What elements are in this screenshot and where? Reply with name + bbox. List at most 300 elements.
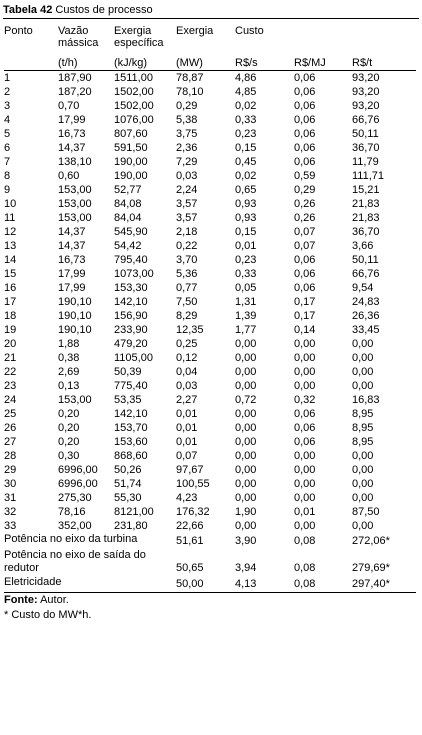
cell-exesp: 52,77 [114, 184, 142, 196]
cell-exergia: 0,77 [176, 282, 198, 294]
cell-exesp: 233,90 [114, 324, 148, 336]
cell-exergia: 2,36 [176, 142, 198, 154]
cell-ponto: 15 [4, 268, 17, 280]
table-row [4, 85, 416, 99]
cell-vazao: 190,10 [58, 310, 92, 322]
table-row [4, 379, 416, 393]
table-row [4, 491, 416, 505]
unit-exergia: (MW) [176, 53, 235, 71]
cell-exesp: 1502,00 [114, 100, 154, 112]
cell-vazao: 0,60 [58, 170, 80, 182]
cell-c_rt: 21,83 [352, 212, 380, 224]
summary-c_rmj: 0,08 [294, 562, 316, 574]
cell-ponto: 6 [4, 142, 11, 154]
cell-exergia: 176,32 [176, 506, 210, 518]
cell-exesp: 84,04 [114, 212, 142, 224]
cell-c_rmj: 0,07 [294, 240, 316, 252]
cell-vazao: 14,37 [58, 142, 86, 154]
cell-ponto: 19 [4, 324, 17, 336]
cell-ponto: 16 [4, 282, 17, 294]
col-head-vazao [58, 19, 114, 53]
table-footer [4, 593, 419, 623]
units-row [4, 53, 416, 71]
cell-exergia: 100,55 [176, 478, 210, 490]
cell-c_rmj: 0,06 [294, 422, 316, 434]
cell-c_rs: 0,00 [235, 464, 257, 476]
table-row [4, 435, 416, 449]
cell-c_rt: 0,00 [352, 464, 374, 476]
cell-exesp: 795,40 [114, 254, 148, 266]
cell-exergia: 0,07 [176, 450, 198, 462]
cell-exergia: 2,27 [176, 394, 198, 406]
cell-vazao: 153,00 [58, 184, 92, 196]
cell-exesp: 53,35 [114, 394, 142, 406]
cell-c_rs: 0,23 [235, 254, 257, 266]
cell-ponto: 14 [4, 254, 17, 266]
cell-c_rt: 93,20 [352, 86, 380, 98]
cell-c_rs: 0,00 [235, 408, 257, 420]
cell-exergia: 3,57 [176, 212, 198, 224]
cell-c_rs: 1,31 [235, 296, 257, 308]
table-row [4, 407, 416, 421]
cell-vazao: 16,73 [58, 128, 86, 140]
cell-vazao: 0,20 [58, 408, 80, 420]
table-row [4, 99, 416, 113]
cell-c_rt: 93,20 [352, 100, 380, 112]
caption-title: Custos de processo [55, 4, 153, 16]
cell-c_rs: 0,00 [235, 380, 257, 392]
table-row [4, 211, 416, 225]
cell-c_rs: 0,65 [235, 184, 257, 196]
cell-exergia: 5,38 [176, 114, 198, 126]
cell-c_rs: 0,00 [235, 422, 257, 434]
col-head-exesp-text: Exergia específica [114, 25, 164, 49]
cell-ponto: 29 [4, 464, 17, 476]
cell-c_rmj: 0,00 [294, 464, 316, 476]
col-head-custo: Custo [235, 25, 264, 37]
cell-c_rt: 87,50 [352, 506, 380, 518]
cell-vazao: 0,30 [58, 450, 80, 462]
cell-ponto: 8 [4, 170, 11, 182]
cell-c_rt: 36,70 [352, 142, 380, 154]
cell-exergia: 3,75 [176, 128, 198, 140]
cell-c_rs: 0,02 [235, 100, 257, 112]
cell-vazao: 0,20 [58, 436, 80, 448]
cell-ponto: 22 [4, 366, 17, 378]
cell-exergia: 0,03 [176, 380, 198, 392]
cell-c_rmj: 0,26 [294, 198, 316, 210]
table-row [4, 505, 416, 519]
summary-row [4, 549, 416, 576]
col-head-vazao-text: Vazão mássica [58, 25, 99, 49]
cell-ponto: 3 [4, 100, 11, 112]
cell-exergia: 0,22 [176, 240, 198, 252]
table-row [4, 519, 416, 533]
cell-ponto: 12 [4, 226, 17, 238]
cell-vazao: 0,20 [58, 422, 80, 434]
cell-ponto: 30 [4, 478, 17, 490]
cell-vazao: 190,10 [58, 296, 92, 308]
cell-exergia: 7,29 [176, 156, 198, 168]
cell-exergia: 2,18 [176, 226, 198, 238]
cell-vazao: 6996,00 [58, 478, 98, 490]
cell-c_rmj: 0,06 [294, 436, 316, 448]
col-head-ponto: Ponto [4, 25, 33, 37]
cell-c_rs: 0,00 [235, 436, 257, 448]
cell-c_rt: 66,76 [352, 114, 380, 126]
cell-c_rmj: 0,00 [294, 366, 316, 378]
cell-c_rs: 0,01 [235, 240, 257, 252]
table-row [4, 281, 416, 295]
cell-exesp: 591,50 [114, 142, 148, 154]
cell-c_rt: 0,00 [352, 338, 374, 350]
cell-exesp: 1076,00 [114, 114, 154, 126]
cell-c_rmj: 0,06 [294, 268, 316, 280]
cell-c_rt: 33,45 [352, 324, 380, 336]
col-head-blank-1 [294, 19, 352, 53]
cell-exergia: 78,87 [176, 72, 204, 84]
cell-vazao: 0,70 [58, 100, 80, 112]
summary-c_rs: 3,90 [235, 535, 257, 547]
cell-ponto: 13 [4, 240, 17, 252]
cell-c_rs: 0,33 [235, 114, 257, 126]
cell-c_rs: 0,00 [235, 492, 257, 504]
cell-c_rmj: 0,00 [294, 352, 316, 364]
cell-exergia: 0,01 [176, 408, 198, 420]
cell-ponto: 28 [4, 450, 17, 462]
cell-c_rs: 1,90 [235, 506, 257, 518]
cell-c_rs: 0,00 [235, 450, 257, 462]
table-row [4, 365, 416, 379]
cell-exergia: 0,01 [176, 436, 198, 448]
cell-ponto: 25 [4, 408, 17, 420]
cell-exesp: 545,90 [114, 226, 148, 238]
cell-c_rs: 0,00 [235, 352, 257, 364]
cell-exesp: 231,80 [114, 520, 148, 532]
cell-c_rs: 0,15 [235, 226, 257, 238]
table-row [4, 421, 416, 435]
cell-c_rmj: 0,06 [294, 408, 316, 420]
cell-ponto: 2 [4, 86, 11, 98]
cell-c_rmj: 0,00 [294, 450, 316, 462]
cell-c_rt: 50,11 [352, 254, 379, 266]
cell-vazao: 78,16 [58, 506, 86, 518]
table-row [4, 169, 416, 183]
cell-ponto: 31 [4, 492, 17, 504]
table-row [4, 127, 416, 141]
table-row [4, 477, 416, 491]
cell-c_rt: 15,21 [352, 184, 380, 196]
cell-exergia: 7,50 [176, 296, 198, 308]
col-head-exergia-especifica [114, 19, 176, 53]
cell-c_rmj: 0,07 [294, 226, 316, 238]
cell-c_rt: 0,00 [352, 478, 374, 490]
cell-vazao: 0,13 [58, 380, 80, 392]
summary-label: Eletricidade [4, 576, 62, 588]
table-row [4, 183, 416, 197]
cell-exesp: 1105,00 [114, 352, 153, 364]
cell-c_rt: 26,36 [352, 310, 380, 322]
table-row [4, 225, 416, 239]
table-row [4, 113, 416, 127]
cell-c_rmj: 0,26 [294, 212, 316, 224]
cell-c_rmj: 0,17 [294, 296, 316, 308]
table-row [4, 351, 416, 365]
cell-c_rt: 36,70 [352, 226, 380, 238]
cell-c_rt: 111,71 [352, 170, 385, 182]
summary-c_rmj: 0,08 [294, 535, 316, 547]
summary-c_rmj: 0,08 [294, 578, 316, 590]
cell-exergia: 97,67 [176, 464, 204, 476]
cell-c_rs: 0,93 [235, 212, 257, 224]
cell-exesp: 51,74 [114, 478, 142, 490]
summary-c_rt: 297,40* [352, 578, 390, 590]
cell-c_rt: 50,11 [352, 128, 379, 140]
cell-c_rmj: 0,06 [294, 114, 316, 126]
cell-vazao: 17,99 [58, 268, 86, 280]
cell-vazao: 153,00 [58, 212, 92, 224]
cell-ponto: 9 [4, 184, 11, 196]
table-row [4, 337, 416, 351]
cell-c_rs: 0,00 [235, 366, 257, 378]
cell-c_rt: 0,00 [352, 492, 374, 504]
cell-vazao: 352,00 [58, 520, 92, 532]
cell-c_rs: 1,77 [235, 324, 257, 336]
cell-c_rs: 0,72 [235, 394, 257, 406]
cell-exesp: 153,60 [114, 436, 148, 448]
cell-vazao: 14,37 [58, 240, 86, 252]
source-line [4, 593, 419, 608]
cell-c_rmj: 0,00 [294, 520, 316, 532]
cell-exergia: 78,10 [176, 86, 204, 98]
summary-exergia: 51,61 [176, 535, 204, 547]
cell-c_rmj: 0,00 [294, 338, 316, 350]
cell-exesp: 142,10 [114, 408, 148, 420]
cell-c_rmj: 0,59 [294, 170, 316, 182]
unit-rmj: R$/MJ [294, 53, 352, 71]
cell-c_rs: 4,85 [235, 86, 257, 98]
cell-c_rs: 0,33 [235, 268, 257, 280]
cell-c_rmj: 0,32 [294, 394, 316, 406]
cell-c_rmj: 0,06 [294, 142, 316, 154]
cell-ponto: 21 [4, 352, 17, 364]
cell-exergia: 8,29 [176, 310, 198, 322]
cell-ponto: 18 [4, 310, 17, 322]
cell-ponto: 17 [4, 296, 17, 308]
cell-c_rmj: 0,06 [294, 72, 316, 84]
table-row [4, 463, 416, 477]
cell-exergia: 0,01 [176, 422, 198, 434]
cell-c_rt: 66,76 [352, 268, 380, 280]
cell-c_rmj: 0,06 [294, 128, 316, 140]
cell-exesp: 775,40 [114, 380, 148, 392]
unit-rs: R$/s [235, 53, 294, 71]
cell-ponto: 11 [4, 212, 16, 224]
cell-vazao: 6996,00 [58, 464, 98, 476]
cell-exesp: 156,90 [114, 310, 148, 322]
cell-c_rs: 0,00 [235, 338, 257, 350]
cell-c_rmj: 0,06 [294, 100, 316, 112]
cell-ponto: 24 [4, 394, 17, 406]
summary-c_rt: 272,06* [352, 535, 390, 547]
table-row [4, 155, 416, 169]
cell-c_rmj: 0,06 [294, 86, 316, 98]
cell-c_rt: 0,00 [352, 380, 374, 392]
table-row [4, 393, 416, 407]
unit-rt: R$/t [352, 53, 416, 71]
cell-c_rmj: 0,06 [294, 156, 316, 168]
cell-vazao: 17,99 [58, 282, 86, 294]
cell-vazao: 153,00 [58, 394, 92, 406]
cell-ponto: 7 [4, 156, 11, 168]
summary-label: Potência no eixo de saída do redutor [4, 549, 146, 574]
cell-exergia: 0,12 [176, 352, 198, 364]
cell-c_rs: 0,93 [235, 198, 257, 210]
source-text: Autor. [40, 594, 69, 606]
cell-c_rmj: 0,06 [294, 282, 316, 294]
source-label: Fonte: [4, 594, 38, 606]
cell-exergia: 2,24 [176, 184, 198, 196]
cell-c_rs: 0,23 [235, 128, 257, 140]
cell-exesp: 55,30 [114, 492, 142, 504]
cell-ponto: 10 [4, 198, 17, 210]
cell-exesp: 190,00 [114, 170, 148, 182]
process-cost-table [4, 19, 416, 592]
cell-exesp: 190,00 [114, 156, 148, 168]
cell-ponto: 20 [4, 338, 17, 350]
table-row [4, 449, 416, 463]
cell-ponto: 1 [4, 72, 11, 84]
cell-vazao: 187,90 [58, 72, 92, 84]
table-row [4, 197, 416, 211]
cell-c_rt: 24,83 [352, 296, 380, 308]
summary-label: Potência no eixo da turbina [4, 533, 138, 545]
cell-c_rt: 0,00 [352, 366, 374, 378]
cell-exergia: 12,35 [176, 324, 204, 336]
cell-c_rs: 4,86 [235, 72, 257, 84]
cell-exergia: 0,03 [176, 170, 198, 182]
table-caption [3, 3, 419, 18]
cell-exesp: 8121,00 [114, 506, 154, 518]
cell-vazao: 187,20 [58, 86, 92, 98]
cell-c_rs: 0,05 [235, 282, 257, 294]
cell-exesp: 153,30 [114, 282, 148, 294]
cell-exesp: 1511,00 [114, 72, 153, 84]
cell-exesp: 84,08 [114, 198, 142, 210]
summary-c_rt: 279,69* [352, 562, 390, 574]
cell-exergia: 0,29 [176, 100, 198, 112]
cell-exesp: 807,60 [114, 128, 148, 140]
cell-exesp: 50,39 [114, 366, 142, 378]
cell-vazao: 1,88 [58, 338, 80, 350]
cell-exergia: 3,57 [176, 198, 198, 210]
table-row [4, 71, 416, 86]
cell-c_rt: 9,54 [352, 282, 374, 294]
cell-c_rt: 0,00 [352, 520, 374, 532]
cell-exesp: 479,20 [114, 338, 148, 350]
cell-ponto: 5 [4, 128, 11, 140]
cell-c_rmj: 0,00 [294, 478, 316, 490]
cell-vazao: 153,00 [58, 198, 92, 210]
cell-exergia: 0,25 [176, 338, 198, 350]
cell-c_rs: 0,15 [235, 142, 257, 154]
cell-ponto: 27 [4, 436, 17, 448]
cell-exergia: 22,66 [176, 520, 204, 532]
footnote: * Custo do MW*h. [4, 609, 92, 621]
summary-row [4, 576, 416, 592]
cell-c_rt: 16,83 [352, 394, 380, 406]
cell-c_rs: 0,45 [235, 156, 257, 168]
table-row [4, 253, 416, 267]
cell-c_rs: 0,00 [235, 520, 257, 532]
cell-vazao: 2,69 [58, 366, 80, 378]
cell-exergia: 3,70 [176, 254, 198, 266]
cell-vazao: 0,38 [58, 352, 80, 364]
cell-c_rmj: 0,01 [294, 506, 316, 518]
cell-c_rt: 21,83 [352, 198, 380, 210]
cell-vazao: 17,99 [58, 114, 86, 126]
cell-exergia: 0,04 [176, 366, 198, 378]
caption-label: Tabela 42 [3, 4, 53, 16]
cell-ponto: 4 [4, 114, 11, 126]
cell-exesp: 1073,00 [114, 268, 154, 280]
cell-c_rt: 8,95 [352, 436, 374, 448]
col-head-exergia: Exergia [176, 25, 214, 37]
header-row [4, 19, 416, 53]
cell-c_rmj: 0,17 [294, 310, 316, 322]
cell-c_rs: 0,00 [235, 478, 257, 490]
unit-exesp: (kJ/kg) [114, 53, 176, 71]
cell-c_rmj: 0,29 [294, 184, 316, 196]
cell-vazao: 138,10 [58, 156, 92, 168]
cell-c_rt: 93,20 [352, 72, 380, 84]
cell-c_rt: 8,95 [352, 422, 374, 434]
cell-vazao: 16,73 [58, 254, 86, 266]
unit-vazao: (t/h) [58, 53, 114, 71]
cell-ponto: 26 [4, 422, 17, 434]
table-row [4, 309, 416, 323]
cell-c_rt: 8,95 [352, 408, 374, 420]
table-row [4, 267, 416, 281]
cell-exesp: 153,70 [114, 422, 148, 434]
cell-c_rs: 1,39 [235, 310, 257, 322]
cell-c_rt: 3,66 [352, 240, 374, 252]
unit-ponto [4, 53, 58, 71]
cell-exesp: 54,42 [114, 240, 142, 252]
cell-ponto: 32 [4, 506, 17, 518]
cell-vazao: 14,37 [58, 226, 86, 238]
table-row [4, 239, 416, 253]
cell-vazao: 190,10 [58, 324, 92, 336]
cell-exergia: 4,23 [176, 492, 198, 504]
summary-exergia: 50,00 [176, 578, 204, 590]
summary-row [4, 533, 416, 549]
cell-ponto: 23 [4, 380, 17, 392]
table-body [4, 71, 416, 593]
table-row [4, 295, 416, 309]
cell-c_rs: 0,02 [235, 170, 257, 182]
col-head-blank-2 [352, 19, 416, 53]
cell-vazao: 275,30 [58, 492, 92, 504]
cell-c_rmj: 0,00 [294, 380, 316, 392]
cell-c_rmj: 0,00 [294, 492, 316, 504]
summary-c_rs: 4,13 [235, 578, 257, 590]
cell-ponto: 33 [4, 520, 17, 532]
cell-c_rmj: 0,06 [294, 254, 316, 266]
cell-exesp: 142,10 [114, 296, 148, 308]
summary-exergia: 50,65 [176, 562, 204, 574]
cell-exesp: 50,26 [114, 464, 142, 476]
